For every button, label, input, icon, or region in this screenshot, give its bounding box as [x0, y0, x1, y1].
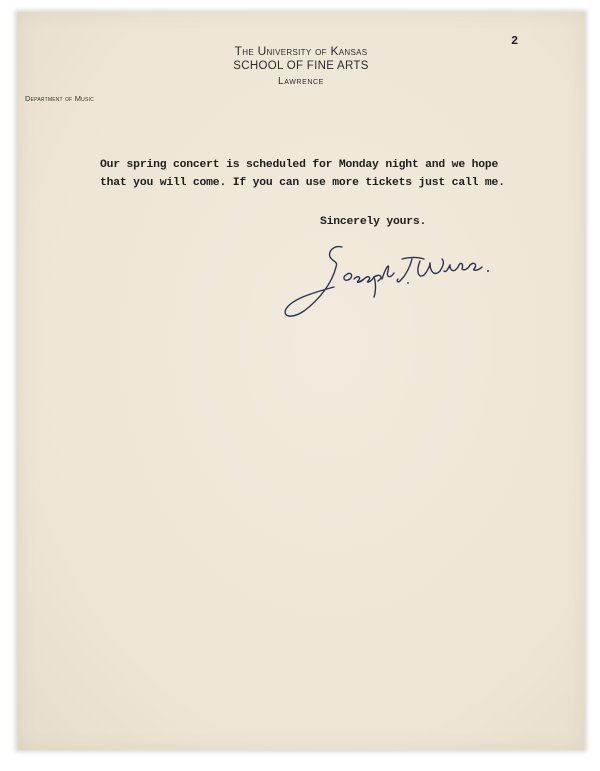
department-label: Department of Music [25, 94, 94, 103]
body-line-2: that you will come. If you can use more tickets just call me. [100, 177, 505, 189]
letterhead-school: SCHOOL OF FINE ARTS [233, 60, 369, 72]
letterhead-city: Lawrence [278, 76, 324, 87]
body-line-1: Our spring concert is scheduled for Monday night and we hope [100, 159, 499, 171]
closing-text: Sincerely yours. [320, 216, 427, 228]
letter-page [18, 12, 584, 750]
page-number: 2 [511, 34, 519, 48]
letterhead-university: The University of Kansas [234, 44, 368, 58]
handwritten-signature [264, 237, 494, 327]
